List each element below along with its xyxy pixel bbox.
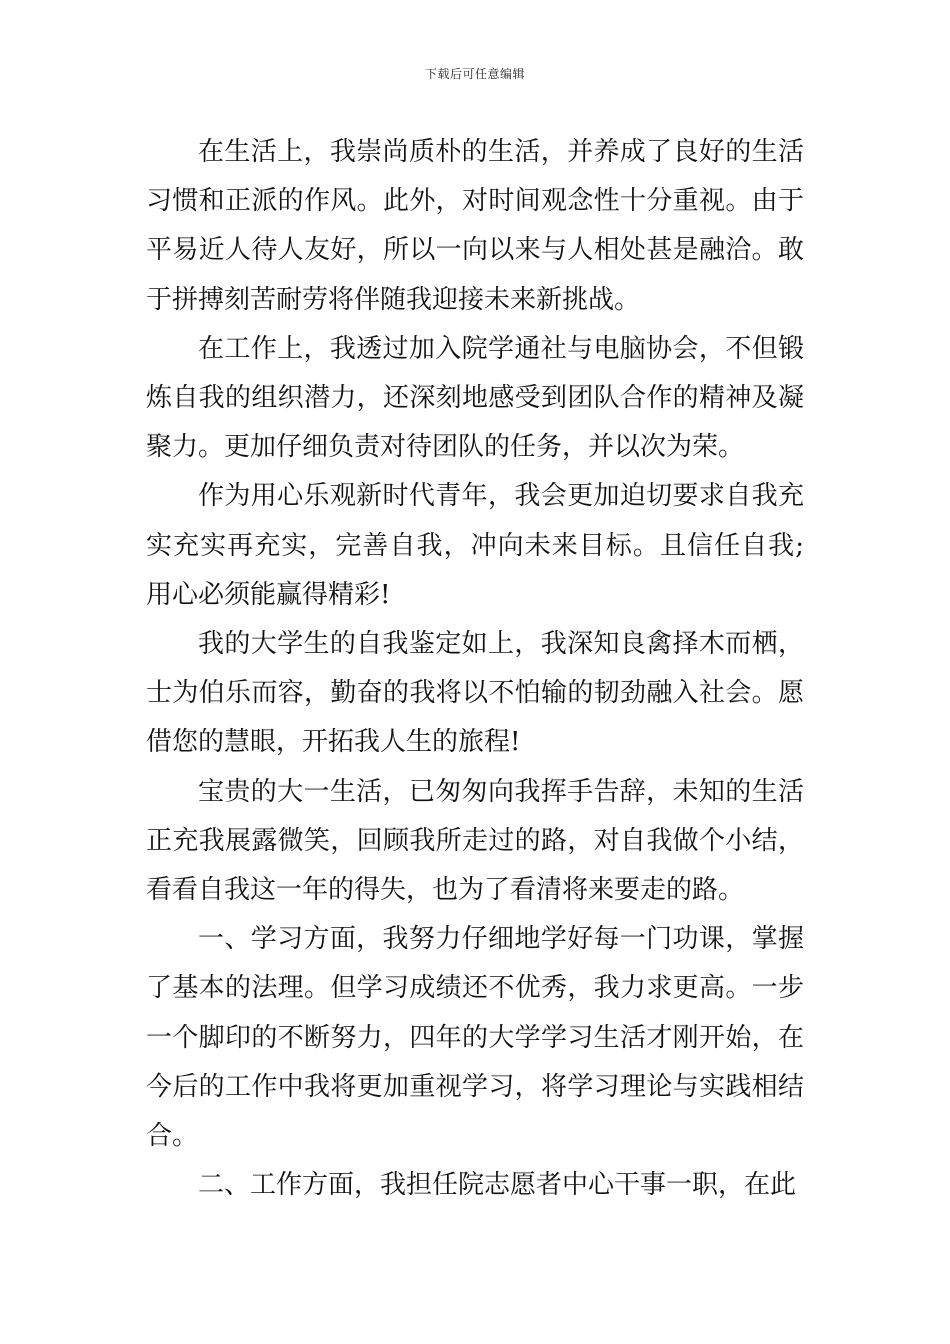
paragraph-freshman-year: 宝贵的大一生活，已匆匆向我挥手告辞，未知的生活正充我展露微笑，回顾我所走过的路，对自我做个小结，看看自我这一年的得失，也为了看清将来要走的路。: [146, 776, 804, 906]
paragraph-work: 在工作上，我透过加入院学通社与电脑协会，不但锻炼自我的组织潜力，还深刻地感受到团队合作的精神及凝聚力。更加仔细负责对待团队的任务，并以次为荣。: [146, 333, 804, 463]
paragraph-self-assessment: 我的大学生的自我鉴定如上，我深知良禽择木而栖，士为伯乐而容，勤奋的我将以不怕输的韧劲融入社会。愿借您的慧眼，开拓我人生的旅程!: [146, 629, 804, 758]
paragraph-life: 在生活上，我崇尚质朴的生活，并养成了良好的生活习惯和正派的作风。此外，对时间观念性十分重视。由于平易近人待人友好，所以一向以来与人相处甚是融洽。敢于拼搏刻苦耐劳将伴随我迎接未来新挑战。: [146, 137, 804, 315]
paragraph-work-aspect: 二、工作方面，我担任院志愿者中心干事一职，在此: [198, 1170, 797, 1201]
paragraph-study: 一、学习方面，我努力仔细地学好每一门功课，掌握了基本的法理。但学习成绩还不优秀，我力求更高。一步一个脚印的不断努力，四年的大学学习生活才刚开始，在今后的工作中我将更加重视学习，将学习理论与实践相结合。: [146, 924, 804, 1152]
paragraph-youth: 作为用心乐观新时代青年，我会更加迫切要求自我充实充实再充实，完善自我，冲向未来目标。且信任自我;用心必须能赢得精彩!: [146, 481, 804, 610]
page-header: 下载后可任意编辑: [424, 67, 525, 81]
document-body: [146, 128, 804, 1210]
